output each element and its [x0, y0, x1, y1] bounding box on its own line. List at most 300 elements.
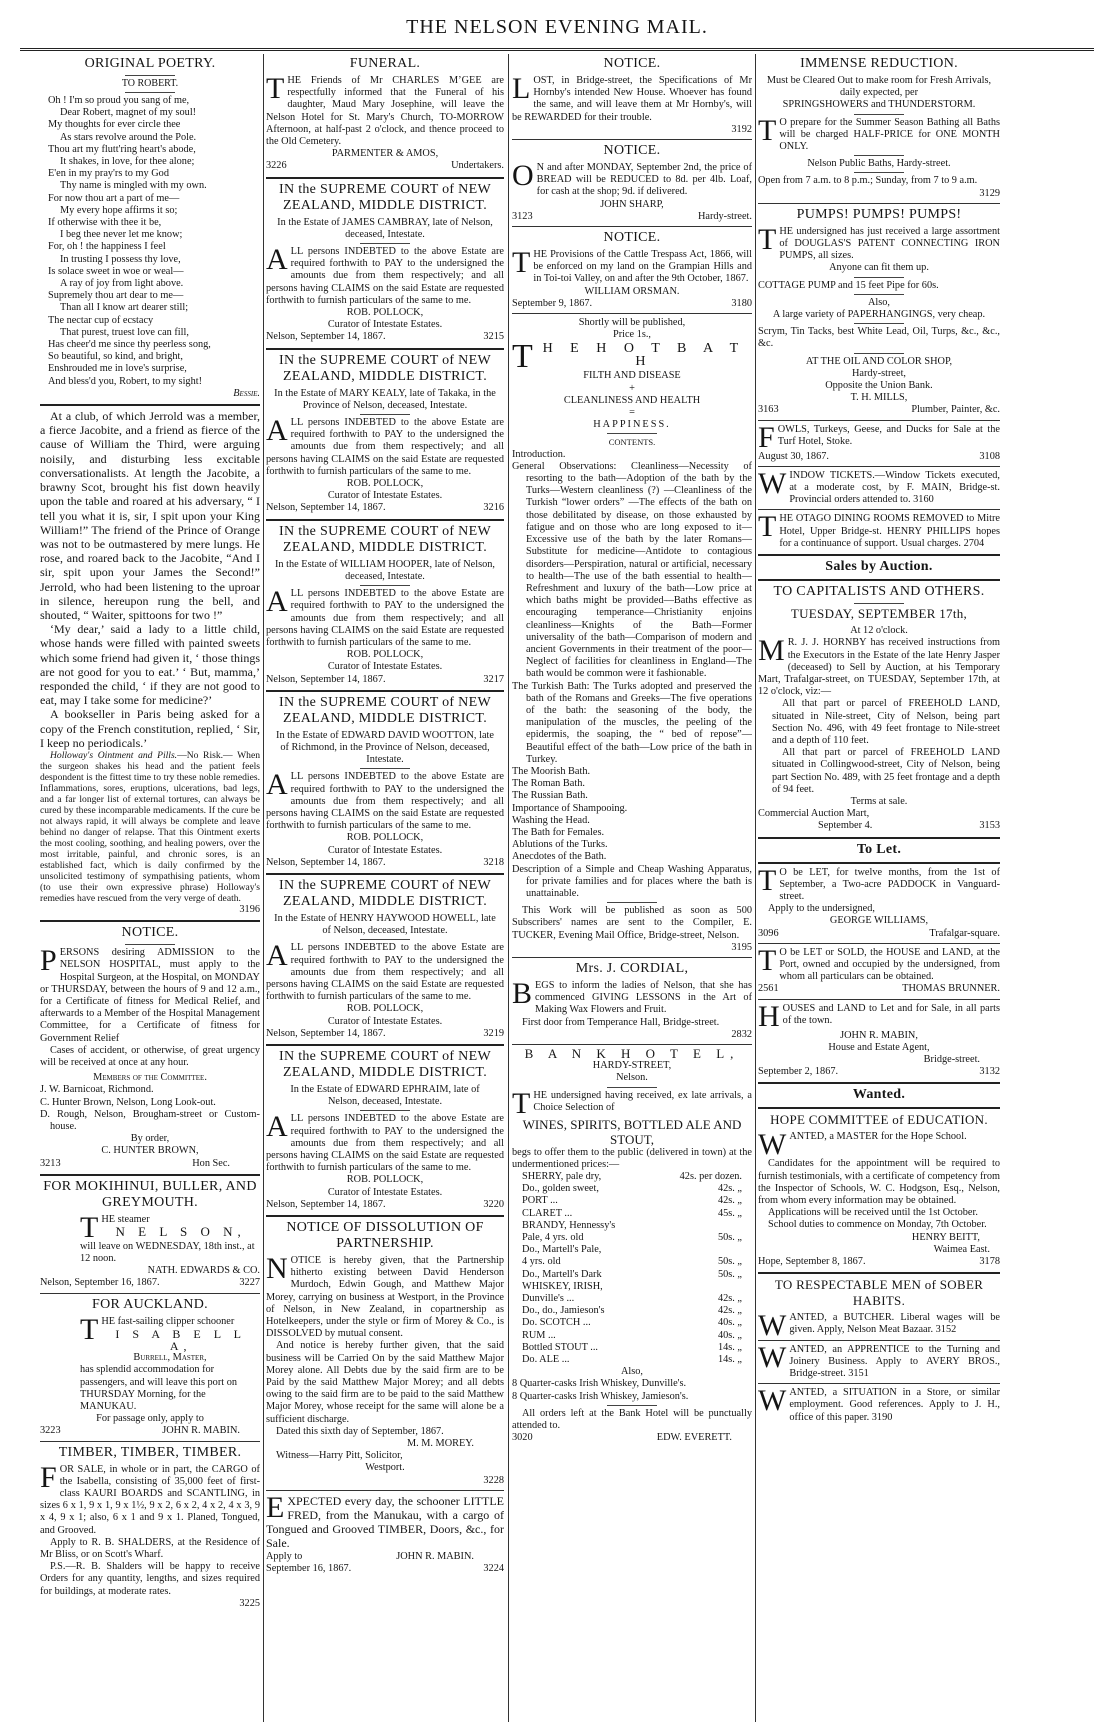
contents-general: General Observations: Cleanliness—Necessity of resorting to the bath—Adoption of the bath by the Turks—Western cleanliness (?) —Cleanliness of the Turkish “lower orders” —The effects of the bath on those debilitated by disease, on those exhausted by fatigue and on those who are long exposed to it—Excessive use of the bath by the later Romans—Substitute for medicine—Antidote to contagious disorders—Perspiration, natural or artificial, necessary to health—The use of the bath essential to health—Refreshment and luxury of the bath—Low price at which baths might be provided—Baths effective as encouraging temperance—Christianity enjoins cleanliness—Knights of the Bath—Former universality of the bath—Comparison of modern and ancient Governments in their treatment of the poor—Neglect of facilities for cleanliness in England—The bath would be common were it fashionable.	[512, 460, 752, 680]
poem-line: For, oh ! the happiness I feel	[48, 241, 166, 253]
poem-line: Dear Robert, magnet of my soul!	[60, 107, 197, 119]
divider	[758, 999, 1000, 1000]
ad-footer: Nelson, September 14, 1867. 3219	[266, 1027, 504, 1039]
price-row	[522, 1220, 742, 1232]
poem-line: It shakes, in love, for thee alone;	[60, 156, 195, 168]
price-item: PORT ...	[522, 1195, 558, 1207]
curator-name: ROB. POLLOCK,	[346, 832, 424, 844]
book-title: T H E H O T B A T H	[512, 338, 746, 376]
divider	[512, 957, 752, 958]
paperhangings: A large variety of PAPERHANGINGS, very cheap.	[772, 309, 986, 321]
poem-line: My every hope affirms it so;	[60, 204, 178, 216]
poem-line: Supremely thou art dear to me—	[48, 290, 184, 302]
hope-applications: Applications will be received until the 1st October.	[768, 1207, 978, 1219]
divider	[758, 943, 1000, 944]
poem-line: Oh ! I'm so proud you sang of me,	[48, 95, 190, 106]
price-item: Do. SCOTCH ...	[522, 1317, 591, 1329]
price-row	[522, 1317, 742, 1329]
baths-place: Nelson Public Baths, Hardy-street.	[807, 158, 951, 170]
contents-intro: Introduction.	[512, 448, 566, 460]
reduction-ships: SPRINGSHOWERS and THUNDERSTORM.	[782, 99, 976, 111]
estate-name: In the Estate of WILLIAM HOOPER, late of Nelson, deceased, Intestate.	[274, 558, 495, 582]
dissolution-place: Westport.	[365, 1462, 405, 1474]
committee-member: J. W. Barnicoat, Richmond.	[40, 1084, 154, 1096]
price-row	[522, 1342, 742, 1354]
column-divider	[508, 54, 509, 1722]
ad-footer: 3163 Plumber, Painter, &c.	[758, 404, 1000, 416]
divider	[758, 1383, 1000, 1384]
curator-role: Curator of Intestate Estates.	[327, 319, 443, 331]
estate-notice	[266, 182, 504, 350]
fowls-ad: FOWLS, Turkeys, Geese, and Ducks for Sale at the Turf Hotel, Stoke.	[758, 420, 1000, 454]
divider	[512, 1044, 752, 1045]
estate-body: ALL persons INDEBTED to the above Estate are required forthwith to PAY to the undersigned the amounts due from them respectively; and all persons having CLAIMS on the said Estate are requested forthwith to furnish particulars of the same to me.	[266, 768, 504, 832]
estate-notice	[266, 1049, 504, 1217]
column-divider	[755, 54, 756, 1722]
funeral-notice: THE Friends of Mr CHARLES M’GEE are respectfully informed that the Funeral of his daughter, Maud Mary Josephine, will leave the Nelson Hotel for St. Mary's Church, TO-MORROW Afternoon, at half-past 2 o'clock, and thence proceed to the Old Cemetery.	[266, 72, 504, 148]
price-row	[522, 1354, 742, 1366]
estate-body: ALL persons INDEBTED to the above Estate are required forthwith to PAY to the undersigned the amounts due from them respectively; and all persons having CLAIMS on the said Estate are requested forthwith to furnish particulars of the same to me.	[266, 1110, 504, 1174]
contents-heading: CONTENTS.	[608, 437, 656, 448]
curator-role: Curator of Intestate Estates.	[327, 490, 443, 502]
divider	[758, 509, 1000, 510]
curator-name: ROB. POLLOCK,	[346, 1003, 424, 1015]
contents-turkish: The Turkish Bath: The Turks adopted and preserved the bath of the Romans and Greeks—The five operations of the bath: the seasoning of the body, the manipulation of the muscles, the peeling of the epidermis, the soaping, the “ bed of repose”—Beautiful effect of the bath—Low price of the bath in Turkey.	[512, 680, 752, 765]
price-row	[522, 1208, 742, 1220]
paddock-owner: GEORGE WILLIAMS,	[829, 915, 929, 927]
divider	[758, 554, 1000, 556]
hope-heading: HOPE COMMITTEE of EDUCATION.	[770, 1112, 988, 1128]
price-item: RUM ...	[522, 1329, 556, 1341]
ad-footer: 3020 EDW. EVERETT.	[512, 1432, 732, 1444]
price-value: 14s. „	[717, 1341, 742, 1353]
poem-title: TO ROBERT.	[121, 78, 179, 89]
poem-line: And bless'd you, Robert, to my sight!	[48, 375, 203, 387]
estate-name: In the Estate of MARY KEALY, late of Takaka, in the Province of Nelson, deceased, Intestate.	[274, 387, 496, 411]
poem-line: Is solace sweet in woe or weal—	[48, 265, 184, 277]
hospital-notice: PERSONS desiring ADMISSION to the NELSON HOSPITAL, must apply to the Hospital Surgeon, at the Hospital, on MONDAY or THURSDAY, between the hours of 9 and 12 a.m., for a Certificate of fitness for Medical Relief, and afterwards to a Member of the Hospital Management Committee, for a Certificate of fitness for Government Relief	[40, 944, 260, 1044]
divider	[607, 433, 657, 434]
ad-footer: 3096 Trafalgar-square.	[758, 927, 1000, 939]
respectable-heading: TO RESPECTABLE MEN of SOBER HABITS.	[774, 1277, 984, 1309]
auction-mart: Commercial Auction Mart,	[758, 808, 870, 820]
estate-name: In the Estate of HENRY HAYWOOD HOWELL, late of Nelson, deceased, Intestate.	[274, 912, 496, 937]
divider	[758, 466, 1000, 467]
reduction-heading: IMMENSE REDUCTION.	[800, 56, 958, 71]
price-row	[522, 1293, 742, 1305]
divider	[125, 75, 175, 76]
auction-lot-2: All that part or parcel of FREEHOLD LAND situated in Collingwood-street, City of Nelson, being part Section No. 489, with 25 feet frontage and a depth of 94 feet.	[772, 747, 1000, 795]
ad-footer: 3213 Hon Sec.	[40, 1157, 230, 1169]
divider	[360, 1110, 410, 1111]
curator-name: ROB. POLLOCK,	[346, 1174, 424, 1186]
poem-line: That purest, truest love can fill,	[60, 326, 189, 338]
bank-orders: All orders left at the Bank Hotel will be punctually attended to.	[512, 1407, 752, 1432]
owner-name: WILLIAM ORSMAN.	[584, 285, 680, 297]
article-bookseller: A bookseller in Paris being asked for a copy of the French constitution, replied, ‘ Sir, I keep no periodicals.’	[40, 707, 260, 750]
price-item: Do., Martell's Pale,	[522, 1244, 602, 1256]
committee-list	[40, 1084, 260, 1133]
estate-notice	[266, 353, 504, 521]
masthead-rule	[20, 48, 1094, 51]
curator-name: ROB. POLLOCK,	[346, 478, 424, 490]
holloway-ad: Holloway's Ointment and Pills.—No Risk.— When the surgeon shakes his head and the patient feels despondent is the fittest time to try these noble remedies. Inflammations, sores, eruptions, ulcerations, bad legs, and a far longer list of external tortures, can always be cured by these incomparable medicaments. If the cure be not always rapid, it will always be complete and leave behind no danger of relapse. That this Ointment exerts the most cooling, soothing, and healing powers, over the most irritable, painful, and chronic sores, is an established fact, which is daily confirmed by the unsolicited testimony of sympathising patients, whom (to use their own expressive phrase) Holloway's remedies have rescued from the very verge of death.	[40, 749, 260, 904]
baths-hours: Open from 7 a.m. to 8 p.m.; Sunday, from 7 to 9 a.m.	[758, 175, 978, 187]
price-value: 40s. „	[717, 1329, 742, 1341]
apprentice-ad: WANTED, an APPRENTICE to the Turning and Joinery Business. Apply to AVERY BROS., Bridge-street. 3151	[758, 1340, 1000, 1380]
dissolution-witness: Witness—Harry Pitt, Solicitor,	[276, 1450, 403, 1462]
column-2	[266, 54, 504, 1722]
price-item: Do., golden sweet,	[522, 1183, 599, 1195]
newspaper-title: THE NELSON EVENING MAIL.	[406, 16, 708, 38]
dissolution-heading: NOTICE OF DISSOLUTION OF PARTNERSHIP.	[286, 1220, 484, 1252]
hope-name: HENRY BEITT,	[911, 1231, 980, 1243]
divider	[758, 837, 1000, 839]
divider	[360, 414, 410, 415]
by-order: By order,	[130, 1133, 170, 1145]
undertaker: PARMENTER & AMOS,	[331, 148, 439, 160]
capitalists-heading: TO CAPITALISTS AND OTHERS.	[773, 584, 985, 600]
price-item: Pale, 4 yrs. old	[522, 1232, 584, 1244]
divider	[125, 92, 175, 93]
committee-member: C. Hunter Brown, Nelson, Long Look-out.	[40, 1096, 216, 1108]
price-value: 42s. „	[717, 1305, 742, 1317]
ad-number: 2832	[731, 1028, 752, 1040]
estate-body: ALL persons INDEBTED to the above Estate are required forthwith to PAY to the undersigned the amounts due from them respectively; and all persons having CLAIMS on the said Estate are requested forthwith to furnish particulars of the same to me.	[266, 585, 504, 648]
contents-item: The Bath for Females.	[512, 826, 605, 838]
estate-name: In the Estate of EDWARD DAVID WOOTTON, late of Richmond, in the Province of Nelson, deceased, Intestate.	[276, 729, 494, 766]
divider	[607, 1405, 657, 1406]
contents-item: Washing the Head.	[512, 814, 590, 826]
ad-footer: September 16, 1867. 3224	[266, 1562, 504, 1574]
lost-notice: LOST, in Bridge-street, the Specifications of Mr Hornby's intended New House. Whoever has found the same, and will leave them at Mr Hornby's, will be REWARDED for their trouble.	[512, 72, 752, 123]
pumps-fit: Anyone can fit them up.	[829, 262, 929, 274]
ad-number: 3225	[239, 1597, 260, 1609]
divider	[607, 902, 657, 903]
cordial-address: First door from Temperance Hall, Bridge-street.	[522, 1016, 720, 1028]
price-row	[522, 1195, 742, 1207]
price-row	[522, 1183, 742, 1195]
ad-footer: September 2, 1867. 3132	[758, 1066, 1000, 1078]
price-value: 50s. „	[717, 1256, 742, 1268]
book-plus: +	[629, 382, 635, 394]
price-value: 50s. „	[717, 1232, 742, 1244]
price-row	[522, 1171, 742, 1183]
divider	[360, 939, 410, 940]
curator-role: Curator of Intestate Estates.	[327, 661, 443, 673]
ad-footer: 2561 THOMAS BRUNNER.	[758, 983, 1000, 995]
cottage-pump: COTTAGE PUMP and 15 feet Pipe for 60s.	[758, 279, 939, 291]
auction-time: At 12 o'clock.	[850, 625, 908, 637]
signatory: C. HUNTER BROWN,	[101, 1145, 199, 1157]
otago-ad: THE OTAGO DINING ROOMS REMOVED to Mitre Hotel, Upper Bridge-st. HENRY PHILLIPS hopes for a continuance of support. Usual charges. 2704	[758, 510, 1000, 549]
contents-item: Ablutions of the Turks.	[512, 839, 608, 851]
poem-line: The nectar cup of ecstacy	[48, 314, 154, 326]
timber-ps: P.S.—R. B. Shalders will be happy to receive Orders for any quantity, lengths, and sizes required for buildings, at moderate rates.	[40, 1561, 260, 1597]
expected-apply: Apply to JOHN R. MABIN.	[266, 1550, 474, 1562]
poem-line: Than all I know art dearer still;	[60, 302, 189, 314]
cordial-ad: BEGS to inform the ladies of Nelson, that she has commenced GIVING LESSONS in the Art of Making Wax Flowers and Fruit.	[512, 977, 752, 1016]
price-item: WHISKEY, IRISH,	[522, 1280, 603, 1292]
ad-footer: 3223 JOHN R. MABIN.	[40, 1425, 240, 1437]
book-subtitle: FILTH AND DISEASE	[583, 370, 681, 382]
paddock-ad: T O be LET, for twelve months, from the 1st of September, a Two-acre PADDOCK in Vanguard-street.	[758, 863, 1000, 902]
price-value: 42s. „	[717, 1195, 742, 1207]
sales-heading: Sales by Auction.	[825, 559, 933, 575]
poem-line: Thy name is mingled with my own.	[60, 180, 207, 192]
estate-body: ALL persons INDEBTED to the above Estate are required forthwith to PAY to the undersigned the amounts due from them respectively; and all persons having CLAIMS on the said Estate are requested forthwith to furnish particulars of the same to me.	[266, 939, 504, 1003]
accident-notice: Cases of accident, or otherwise, of great urgency will be received at once at any hour.	[40, 1044, 260, 1068]
auction-lot-1: All that part or parcel of FREEHOLD LAND, situated in Nile-street, City of Nelson, being part Section No. 496, with 49 feet frontage to Nile-street and a depth of 110 feet.	[772, 698, 1000, 746]
dissolution-dated: Dated this sixth day of September, 1867.	[276, 1425, 444, 1437]
bank-casks: 8 Quarter-casks Irish Whiskey, Jamieson's.	[512, 1390, 689, 1402]
bread-notice: O N and after MONDAY, September 2nd, the price of BREAD will be REDUCED to 8d. per 4lb. Loaf, for cash at the shop; 9d. if delivered.	[512, 159, 752, 198]
baths-ad: T O prepare for the Summer Season Bathing all Baths will be charged HALF-PRICE for ONE MONTH ONLY.	[758, 113, 1000, 153]
butcher-ad: WANTED, a BUTCHER. Liberal wages will be given. Apply, Nelson Meat Bazaar. 3152	[758, 1309, 1000, 1343]
contents-description: Description of a Simple and Cheap Washing Apparatus, for private families and for places where the bath is unattainable.	[512, 863, 752, 899]
divider	[266, 177, 504, 179]
auction-terms: Terms at sale.	[850, 795, 908, 807]
baker-name: JOHN SHARP,	[600, 198, 664, 210]
court-heading: IN the SUPREME COURT of NEW ZEALAND, MIDDLE DISTRICT.	[279, 694, 491, 726]
divider	[360, 768, 410, 769]
poem-line: So beautiful, so kind, and bright,	[48, 351, 183, 363]
divider	[758, 1082, 1000, 1084]
to-let-heading: To Let.	[856, 841, 902, 857]
dissolution-notice-2: And notice is hereby further given, that the said business will be Carried On by the said Matthew Major Morey alone. All Debts due by the said firm are to be Paid by the said Matthew Major Morey; and all debts owing to the said firm are to be paid to the said Matthew Major Morey, whose receipt for the same will alone be a sufficient discharge.	[266, 1340, 504, 1425]
price-row	[522, 1269, 742, 1281]
divider	[266, 348, 504, 350]
estate-name: In the Estate of EDWARD EPHRAIM, late of Nelson, deceased, Intestate.	[290, 1083, 480, 1108]
divider	[758, 1340, 1000, 1341]
ad-footer: Nelson, September 14, 1867. 3220	[266, 1198, 504, 1210]
divider	[854, 172, 904, 173]
dissolution-notice: NOTICE is hereby given, that the Partnership hitherto existing between David Henderson Murdoch, Edwin Gough, and Matthew Major Morey, carrying on business at Westport, in the Province of Nelson, in New Zealand, in copartnership as Hotelkeepers, under the style or firm of Morey & Co., is DISSOLVED by mutual consent.	[266, 1252, 504, 1340]
ad-footer: September 9, 1867. 3180	[512, 297, 752, 309]
houses-role: House and Estate Agent,	[828, 1041, 930, 1053]
price-row	[522, 1281, 742, 1293]
bank-begs: begs to offer them to the public (delivered in town) at the undermentioned prices:—	[512, 1146, 752, 1170]
price-item: CLARET ...	[522, 1207, 573, 1219]
houses-street: Bridge-street.	[923, 1053, 980, 1065]
price-value: 45s. „	[717, 1207, 742, 1219]
committee-heading: Members of the Committee.	[93, 1072, 207, 1084]
notice-heading: NOTICE.	[603, 143, 661, 159]
divider	[512, 139, 752, 140]
price-item: 4 yrs. old	[522, 1256, 561, 1268]
ad-number: 3192	[731, 123, 752, 135]
mokihinui-ad: THE steamer N E L S O N, will leave on WEDNESDAY, 18th inst., at 12 noon.	[80, 1210, 255, 1265]
contents-item: Importance of Shampooing.	[512, 802, 628, 814]
price-item: Do., Martell's Dark	[522, 1268, 602, 1280]
poem	[40, 95, 260, 388]
divider	[125, 944, 175, 945]
divider	[40, 1293, 260, 1294]
poem-line: In trusting I possess thy love,	[60, 253, 181, 265]
hope-place: Waimea East.	[933, 1243, 990, 1255]
poem-signature: Bessie.	[233, 387, 260, 399]
ad-footer: Hope, September 8, 1867. 3178	[758, 1256, 1000, 1268]
bank-casks: 8 Quarter-casks Irish Whiskey, Dunville's.	[512, 1378, 687, 1390]
paddock-apply: Apply to the undersigned,	[768, 903, 875, 915]
price-value: 42s. „	[717, 1183, 742, 1195]
court-heading: IN the SUPREME COURT of NEW ZEALAND, MIDDLE DISTRICT.	[279, 181, 491, 213]
ad-number: 3196	[239, 903, 260, 915]
estate-body: ALL persons INDEBTED to the above Estate are required forthwith to PAY to the undersigned the amounts due from them respectively; and all persons having CLAIMS on the said Estate are requested forthwith to furnish particulars of the same to me.	[266, 414, 504, 477]
notice-heading: NOTICE.	[121, 925, 179, 941]
curator-role: Curator of Intestate Estates.	[327, 1186, 443, 1198]
poem-line: Thou art my flutt'ring heart's abode,	[48, 143, 196, 155]
pumps-ad: THE undersigned has just received a large assortment of DOUGLAS'S PATENT CONNECTING IRON PUMPS, all sizes.	[758, 222, 1000, 262]
divider	[854, 114, 904, 115]
divider	[266, 1044, 504, 1046]
divider	[512, 226, 752, 227]
price-value: 14s. „	[717, 1354, 742, 1366]
poem-line: For now thou art a part of me—	[48, 192, 180, 204]
ad-footer: Nelson, September 16, 1867. 3227	[40, 1277, 260, 1289]
ad-footer: Nelson, September 14, 1867. 3217	[266, 673, 504, 685]
divider	[854, 323, 904, 324]
poem-line: My thoughts for ever circle thee	[48, 119, 181, 131]
window-tickets-ad: WINDOW TICKETS.—Window Tickets executed, at a moderate cost, by F. MAIN, Bridge-st. Provincial orders attended to. 3160	[758, 466, 1000, 506]
expected-ad: EXPECTED every day, the schooner LITTLE FRED, from the Manukau, with a cargo of Tongued and Grooved TIMBER, Doors, &c., for Sale.	[266, 1490, 504, 1551]
price-row	[522, 1305, 742, 1317]
price-row	[522, 1232, 742, 1244]
oil-name: T. H. MILLS,	[850, 392, 908, 404]
pumps-also: Also,	[867, 296, 891, 308]
oil-shop: AT THE OIL AND COLOR SHOP,	[805, 355, 953, 367]
ad-footer: August 30, 1867. 3108	[758, 450, 1000, 462]
contents-item: The Moorish Bath.	[512, 765, 591, 777]
book-subtitle: HAPPINESS.	[593, 419, 671, 431]
funeral-heading: FUNERAL.	[349, 56, 421, 71]
estate-notices	[266, 182, 504, 1217]
column-4	[758, 54, 1000, 1722]
poem-line: Has cheer'd me since thy peerless song,	[48, 339, 211, 351]
ad-footer: September 4. 3153	[818, 820, 1000, 832]
ad-footer: 3226 Undertakers.	[266, 160, 504, 172]
scrym: Scrym, Tin Tacks, best White Lead, Oil, Turps, &c., &c., &c.	[758, 326, 1000, 350]
price-item: Bottled STOUT ...	[522, 1341, 598, 1353]
timber-apply: Apply to R. B. SHALDERS, at the Residence of Mr Bliss, or on Scott's Wharf.	[40, 1536, 260, 1561]
oil-street: Hardy-street,	[851, 367, 907, 379]
dissolution-signature: M. M. MOREY.	[406, 1438, 474, 1450]
divider	[607, 1087, 657, 1088]
cattle-notice: THE Provisions of the Cattle Trespass Act, 1866, will be enforced on my land on the Grampian Hills and in Toi-toi Valley, on and after the 9th October, 1867.	[512, 246, 752, 285]
poem-line: If otherwise with thee it be,	[48, 217, 162, 229]
curator-name: ROB. POLLOCK,	[346, 649, 424, 661]
hope-ad: WANTED, a MASTER for the Hope School.	[758, 1128, 967, 1162]
estate-body: ALL persons INDEBTED to the above Estate are required forthwith to PAY to the undersigned the amounts due from them respectively; and all persons having CLAIMS on the said Estate are requested forthwith to furnish particulars of the same to me.	[266, 243, 504, 306]
divider	[758, 203, 1000, 204]
cordial-heading: Mrs. J. CORDIAL,	[575, 961, 689, 976]
curator-role: Curator of Intestate Estates.	[327, 1015, 443, 1027]
house-ad: T O be LET or SOLD, the HOUSE and LAND, at the Port, owned and occupied by the undersigned, from whom all particulars can be obtained.	[758, 943, 1000, 983]
book-publication: Shortly will be published,	[578, 317, 686, 329]
price-value: 40s. „	[717, 1317, 742, 1329]
book-subscription: This Work will be published as soon as 500 Subscribers' names are sent to the Compiler, E. TUCKER, Evening Mail Office, Bridge-street, Nelson.	[512, 905, 752, 941]
pumps-heading: PUMPS! PUMPS! PUMPS!	[796, 206, 962, 222]
hope-school: School duties to commence on Monday, 7th October.	[768, 1219, 987, 1231]
wanted-heading: Wanted.	[852, 1087, 906, 1103]
ad-footer: Nelson, September 14, 1867. 3215	[266, 331, 504, 343]
divider	[758, 1107, 1000, 1109]
price-row	[522, 1256, 742, 1268]
divider	[758, 420, 1000, 421]
curator-role: Curator of Intestate Estates.	[327, 844, 443, 856]
agent: NATH. EDWARDS & CO.	[147, 1265, 260, 1277]
auction-date: TUESDAY, SEPTEMBER 17th,	[790, 606, 968, 622]
column-divider	[263, 54, 264, 1722]
ad-number: 3129	[979, 187, 1000, 199]
reduction-body: Must be Cleared Out to make room for Fresh Arrivals, daily expected, per	[766, 75, 992, 99]
auckland-heading: FOR AUCKLAND.	[92, 1296, 208, 1312]
poem-line: A ray of joy from light above.	[60, 278, 184, 290]
divider	[758, 862, 1000, 864]
bank-city: Nelson.	[616, 1072, 648, 1084]
price-row	[522, 1244, 742, 1256]
divider	[758, 1272, 1000, 1274]
bank-also: Also,	[620, 1366, 644, 1378]
book-equals: =	[629, 407, 635, 419]
divider	[512, 313, 752, 314]
ad-number: 3195	[731, 941, 752, 953]
divider	[40, 1174, 260, 1176]
divider	[266, 873, 504, 875]
column-3	[512, 54, 752, 1722]
price-value: 42s. „	[717, 1293, 742, 1305]
price-value: 42s. per dozen.	[679, 1171, 742, 1183]
houses-ad: HOUSES and LAND to Let and for Sale, in all parts of the town.	[758, 999, 1000, 1033]
poem-line: I beg thee never let me know;	[60, 229, 183, 241]
oil-opposite: Opposite the Union Bank.	[825, 380, 933, 392]
contents-item: Anecdotes of the Bath.	[512, 851, 607, 863]
contents-list	[512, 766, 752, 864]
divider	[854, 155, 904, 156]
court-heading: IN the SUPREME COURT of NEW ZEALAND, MIDDLE DISTRICT.	[279, 352, 491, 384]
ad-footer: 3123 Hardy-street.	[512, 210, 752, 222]
auckland-ad: THE fast-sailing clipper schooner I S A B E L L A, Burrell, Master, has splendid accommodation for passengers, and will leave this port on THURSDAY Morning, for the MANUKAU.	[80, 1312, 246, 1413]
mokihinui-heading: FOR MOKIHINUI, BULLER, AND GREYMOUTH.	[43, 1178, 257, 1210]
column-1	[40, 54, 260, 1722]
divider	[40, 404, 260, 406]
divider	[854, 603, 904, 604]
timber-ad: FOR SALE, in whole or in part, the CARGO of the Isabella, consisting of 35,000 feet of first-class KAURI BOARDS and SCANTLING, in sizes 6 x 1, 9 x 1, 9 x 1½, 9 x 2, 6 x 2, 4 x 2, 4 x 3, 9 x 4, 9 x 1; also, 6 x 1 and 9 x 1. Planed, Tongued, and Grooved.	[40, 1460, 260, 1536]
poem-line: Enshrouded me in love's surprise,	[48, 363, 187, 375]
price-item: Dunville's ...	[522, 1293, 575, 1305]
article-jerrold: At a club, of which Jerrold was a member, a fierce Jacobite, and a friend as fierce of the cause of William the Third, were arguing noisily, and disturbing less excitable conversationalists. At length the Jacobite, a brawny Scot, brought his fist down heavily upon the table and roared at his adversary, “ I tell you what it is, sir, I spit upon your King William!” The friend of the Prince of Orange was not to be outmastered by mere lungs. He rose, and roared back to the Jacobite, “And I sir, spit upon your James the Second!” Jerrold, who had been listening to the uproar in silence, hereupon rung the bell, and shouted, “ Waiter, spittoons for two !”	[40, 409, 260, 622]
bank-wines: WINES, SPIRITS, BOTTLED ALE AND STOUT,	[522, 1116, 742, 1147]
court-heading: IN the SUPREME COURT of NEW ZEALAND, MIDDLE DISTRICT.	[279, 1048, 491, 1080]
poem-line: As stars revolve around the Pole.	[60, 131, 197, 143]
estate-notice	[266, 878, 504, 1046]
auckland-apply: For passage only, apply to	[96, 1413, 204, 1425]
divider	[266, 1490, 504, 1491]
contents-item: The Russian Bath.	[512, 790, 588, 802]
estate-notice	[266, 695, 504, 875]
notice-heading: NOTICE.	[603, 230, 661, 246]
estate-name: In the Estate of JAMES CAMBRAY, late of Nelson, deceased, Intestate.	[277, 216, 493, 240]
article-dear: ‘My dear,’ said a lady to a little child, whose hands were filled with painted sweets which some friend had given it, ‘ those things are not good for you to eat.’ ‘ But, mamma,’ responded the child, ‘ if they are not good to eat, may I take some for medicine?’	[40, 622, 260, 708]
situation-ad: WANTED, a SITUATION in a Store, or similar employment. Good references. Apply to J. H., office of this paper. 3190	[758, 1384, 1000, 1423]
divider	[40, 1441, 260, 1442]
court-heading: IN the SUPREME COURT of NEW ZEALAND, MIDDLE DISTRICT.	[279, 523, 491, 555]
divider	[266, 690, 504, 692]
price-value: 50s. „	[717, 1268, 742, 1280]
divider	[360, 243, 410, 244]
committee-member: D. Rough, Nelson, Brougham-street or Custom-house.	[40, 1108, 260, 1132]
auction-body: M R. J. J. HORNBY has received instructions from the Executors in the Estate of the late Henry Jasper (deceased) to Sell by Auction, at his Temporary Mart, Trafalgar-street, on TUESDAY, September 17th, at 12 o'clock, viz:—	[758, 634, 1000, 698]
